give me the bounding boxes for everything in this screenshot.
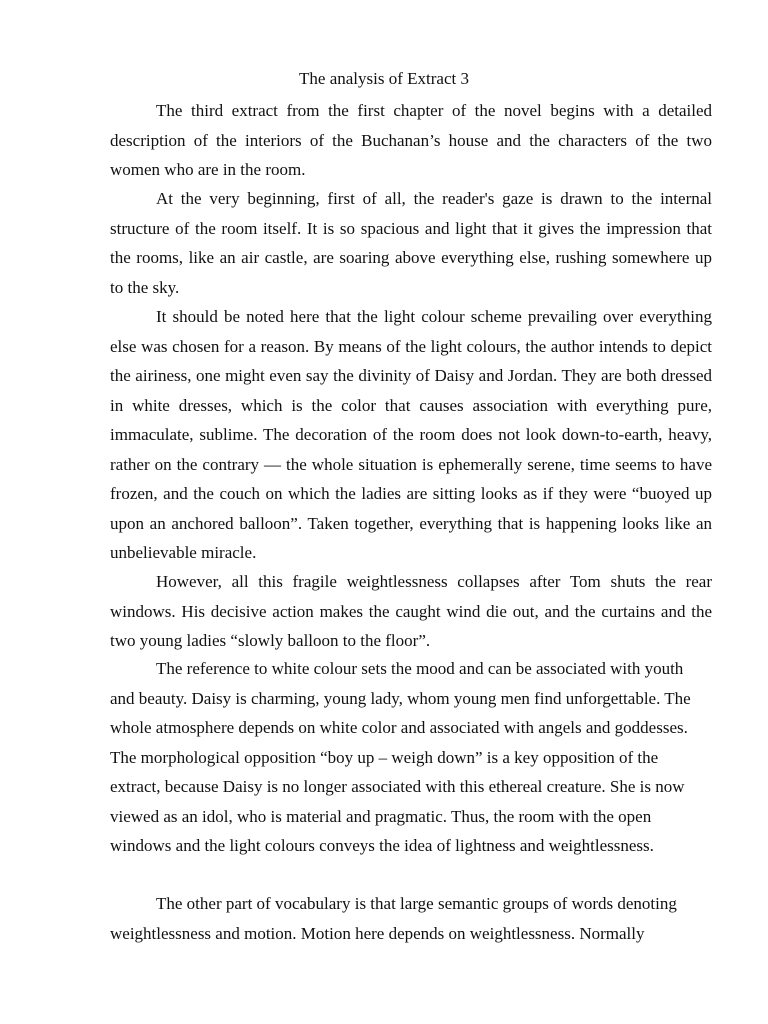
paragraph-4: However, all this fragile weightlessness collapses after Tom shuts the rear windows. His decisive action makes the caught wind die out, and the curtains and the two young ladies “slowly balloon to the floor”. [110, 572, 712, 650]
paragraph-6: The other part of vocabulary is that large semantic groups of words denoting weightlessness and motion. Motion here depends on weightlessness. Normally [110, 894, 677, 943]
paragraph-5: The reference to white colour sets the mood and can be associated with youth and beauty. Daisy is charming, young lady, whom young men find unforgettable. The whole atmosphere depends on white color and associated with angels and goddesses. The morphological opposition “boy up – weigh down” is a key opposition of the extract, because Daisy is no longer associated with this ethereal creature. She is now viewed as an idol, who is material and pragmatic. Thus, the room with the open windows and the light colours conveys the idea of lightness and weightlessness. [110, 659, 691, 855]
paragraph-1: The third extract from the first chapter of the novel begins with a detailed description of the interiors of the Buchanan’s house and the characters of the two women who are in the room. [110, 101, 712, 179]
document-title: The analysis of Extract 3 [299, 69, 469, 88]
paragraph-3: It should be noted here that the light colour scheme prevailing over everything else was chosen for a reason. By means of the light colours, the author intends to depict the airiness, one might even say the divinity of Daisy and Jordan. They are both dressed in white dresses, which is the color that causes association with everything pure, immaculate, sublime. The decoration of the room does not look down-to-earth, heavy, rather on the contrary — the whole situation is ephemerally serene, time seems to have frozen, and the couch on which the ladies are sitting looks as if they were “buoyed up upon an anchored balloon”. Taken together, everything that is happening looks like an unbelievable miracle. [110, 307, 712, 562]
paragraph-2: At the very beginning, first of all, the reader's gaze is drawn to the internal structure of the room itself. It is so spacious and light that it gives the impression that the rooms, like an air castle, are soaring above everything else, rushing somewhere up to the sky. [110, 189, 712, 297]
